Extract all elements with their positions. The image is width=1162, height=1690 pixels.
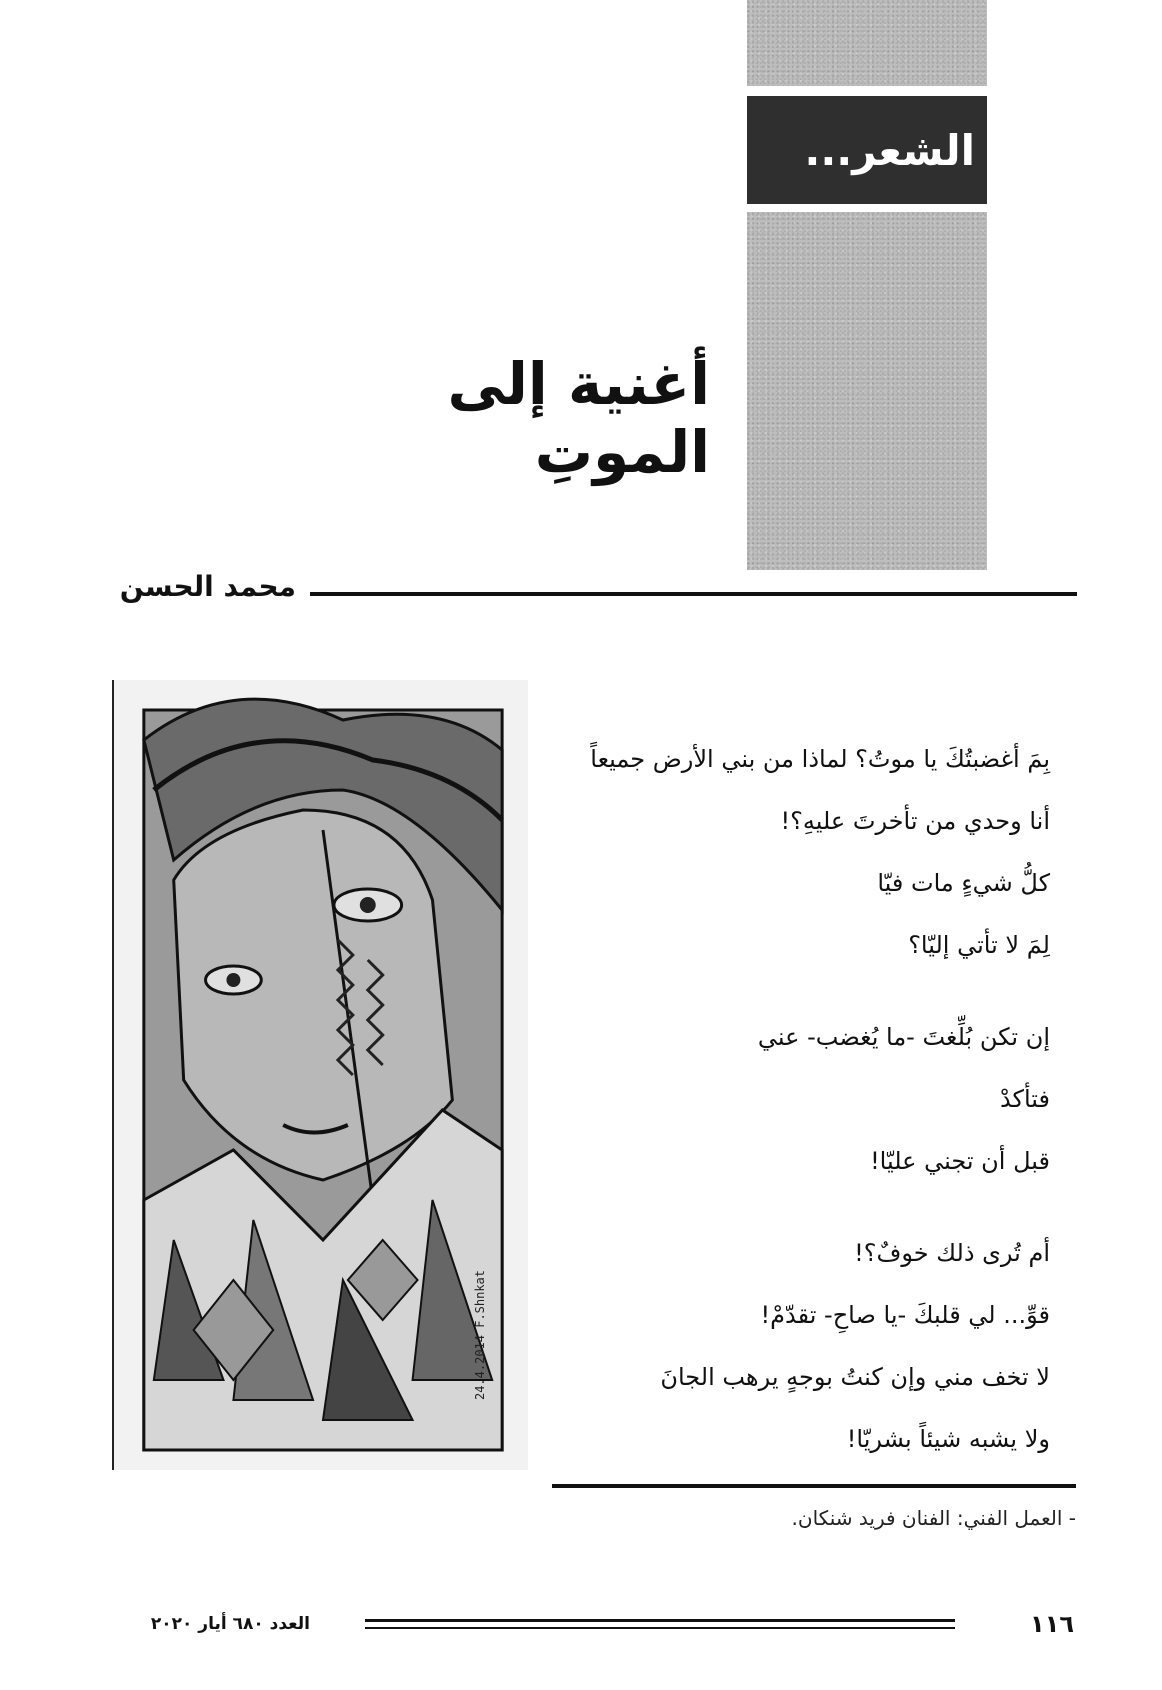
verse-line: أنا وحدي من تأخرتَ عليهِ؟! — [780, 807, 1050, 835]
verse-line: قوِّ... لي قلبكَ -يا صاحِ- تقدّمْ! — [760, 1301, 1050, 1329]
section-label-text: الشعر... — [804, 125, 975, 175]
verse-line: لا تخف مني وإن كنتُ بوجهٍ يرهب الجانَ — [660, 1363, 1050, 1391]
header-texture-block-top — [747, 0, 987, 86]
verse-line: كلُّ شيءٍ مات فيّا — [877, 869, 1050, 897]
stanza — [530, 1006, 1050, 1192]
footer-rule — [365, 1619, 955, 1622]
section-label — [747, 96, 987, 204]
poem-body — [530, 728, 1050, 1500]
verse-line: إن تكن بُلِّغتَ -ما يُغضب- عني — [757, 1023, 1050, 1051]
verse-line: بِمَ أغضبتُكَ يا موتُ؟ لماذا من بني الأرض جميعاً — [590, 745, 1050, 773]
artwork-drawing — [114, 680, 528, 1470]
issue-info: العدد ٦٨٠ أيار ٢٠٢٠ — [150, 1614, 310, 1634]
poem-title: أغنية إلى الموتِ — [447, 350, 710, 486]
page-number: ١١٦ — [1030, 1610, 1074, 1638]
author-name: محمد الحسن — [119, 570, 296, 603]
caption-rule — [552, 1484, 1076, 1488]
stanza — [530, 728, 1050, 976]
verse-line: أم تُرى ذلك خوفٌ؟! — [854, 1239, 1050, 1267]
footer-rule — [365, 1627, 955, 1629]
verse-line: لِمَ لا تأتي إليّا؟ — [908, 931, 1050, 959]
stanza — [530, 1222, 1050, 1470]
header-texture-block — [747, 212, 987, 570]
artwork-signature: 24.4.2014 F.Shnkat — [473, 1269, 488, 1400]
verse-line: فتأكدْ — [999, 1085, 1050, 1113]
verse-line: قبل أن تجني عليّا! — [870, 1147, 1050, 1175]
artwork-caption: - العمل الفني: الفنان فريد شنكان. — [791, 1506, 1076, 1530]
author-rule — [310, 592, 1077, 596]
verse-line: ولا يشبه شيئاً بشريّا! — [846, 1425, 1050, 1453]
artwork-image — [112, 680, 528, 1470]
